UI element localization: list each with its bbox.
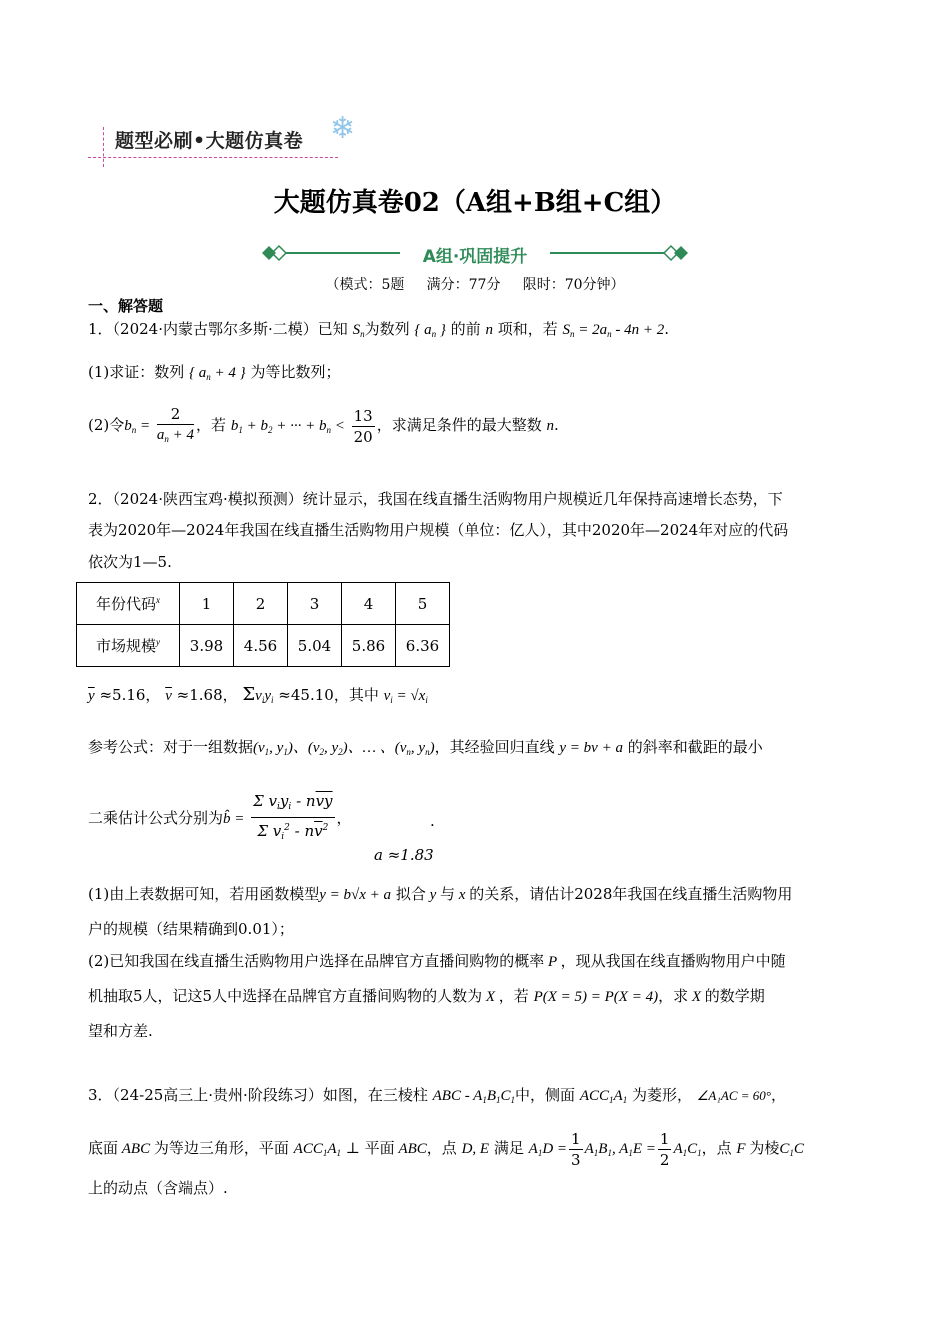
q3-text-l2e: 满足 (493, 1139, 524, 1157)
q3-text-l2d: ，点 (426, 1139, 457, 1157)
q1-part1 (88, 362, 340, 387)
q2-line1 (88, 489, 783, 509)
q1-sn: $S_n$ (352, 322, 365, 339)
q3-text-c: 为菱形， (631, 1086, 692, 1104)
q1-part1-text-a: (1)求证：数列 (88, 363, 185, 381)
q1-part2-text-b: ，若 (196, 416, 227, 434)
table-cell: 4.56 (234, 625, 288, 667)
q2-text-line1: 统计显示，我国在线直播生活购物用户规模近几年保持高速增长态势，下 (302, 490, 783, 508)
q2-part2-text-d: ，若 (498, 987, 529, 1005)
q2-part1-text-c: 与 (440, 885, 456, 903)
q2-part2-text-c: 机抽取5人，记这5人中选择在品牌官方直播间购物的人数为 (88, 987, 483, 1005)
q3-text-l2g: 为棱 (749, 1139, 780, 1157)
banner-deco-line-horizontal (88, 157, 338, 158)
section-heading: 一、解答题 (88, 297, 164, 315)
q2-data-table (76, 582, 450, 667)
q2-part2-text-f: 的数学期 (704, 987, 765, 1005)
q1-part2-text-c: ，求满足条件的最大整数 (376, 416, 542, 434)
q1-text-b: 为数列 (364, 320, 410, 338)
q1-stem: 1．（2024·内蒙古鄂尔多斯·二模）已知 $S_n$为数列 { $a_n$ } 的前 n 项和，若 $S_n = 2a_n - 4n + 2$. (88, 320, 670, 339)
q2-a-estimate: a ≈1.83 (374, 846, 434, 864)
snowflake-icon: ❄ (330, 111, 356, 146)
q1-sum: $b_1 + b_2$ + ··· + $b_n$ < (230, 418, 345, 435)
q2-part1: (1)由上表数据可知，若用函数模型y = b√x + a 拟合 y 与 x 的关系，请估计2028年我国在线直播生活购物用 (88, 885, 793, 903)
q3-text-b: 中，侧面 (515, 1086, 576, 1104)
q2-reference: 参考公式：对于一组数据($v_1$, $y_1$)、($v_2$, $y_2$)、… 、($v_n$, $y_n$)，其经验回归直线 y = bv + a 的斜率和截距的最小 (88, 738, 763, 757)
q3-line2: 底面 ABC 为等边三角形，平面 $ACC_1A_1$ ⊥ 平面 ABC，点 D, E 满足 $A_1D$ = $\frac{1}{3}$ $A_1B_1$, $A_1E$ = $\frac{1}{2}$ $A_1C_1$，点 F 为棱$C_1C$ (88, 1129, 804, 1169)
q2-part2-line3: 望和方差. (88, 1022, 153, 1040)
q2-part2: (2)已知我国在线直播生活购物用户选择在品牌官方直播间购物的概率 P ，现从我国在线直播购物用户中随 (88, 952, 786, 970)
q2-part2-text-b: ，现从我国在线直播购物用户中随 (560, 952, 786, 970)
exam-meta: （模式：5题 满分：77分 限时：70分钟） (325, 277, 625, 293)
q2-where: ，其中 (333, 686, 379, 704)
q2-source: （2024·陕西宝鸡·模拟预测） (112, 490, 303, 508)
q2-line3: 依次为1—5. (88, 553, 172, 571)
q3-text-a: 如图，在三棱柱 (322, 1086, 428, 1104)
q2-line2: 表为2020年—2024年我国在线直播生活购物用户规模（单位：亿人），其中2020年—2024年对应的代码 (88, 521, 789, 539)
q3-line1: 3．（24-25高三上·贵州·阶段练习）如图，在三棱柱 ABC - $A_1B_1C_1$中，侧面 $ACC_1A_1$ 为菱形， ∠A₁AC = 60°， (88, 1086, 786, 1105)
q3-one-third: $\frac{1}{3}$ (571, 1129, 581, 1169)
table-cell: 3 (288, 583, 342, 625)
q3-text-l2c: 平面 (364, 1139, 395, 1157)
table-header-cell: 年份代码$^x$ (77, 583, 180, 625)
q2-part1-text-d: 的关系，请估计2028年我国在线直播生活购物用 (469, 885, 793, 903)
q1-text-a: 已知 (317, 320, 348, 338)
q1-part2-text-a: (2)令 (88, 416, 125, 434)
q2-ref-text-c: 的斜率和截距的最小 (627, 738, 763, 756)
q3-one-half: $\frac{1}{2}$ (659, 1129, 670, 1169)
q3-source: （24-25高三上·贵州·阶段练习） (112, 1086, 323, 1104)
q1-13-20-fraction: $\frac{13}{20}$ (353, 406, 373, 446)
q1-end: . (664, 320, 670, 338)
q2-stats: $\overline{y} \approx 5.16$， $\overline{v} \approx 1.68$， $\Sigma v_iy_i \approx 45.10$，其中 $v_i = √x_i$ (88, 684, 428, 705)
q2-part2-text-a: (2)已知我国在线直播生活购物用户选择在品牌官方直播间购物的概率 (88, 952, 545, 970)
table-cell: 5.04 (288, 625, 342, 667)
q2-part1-line2: 户的规模（结果精确到0.01）； (88, 920, 294, 938)
q3-text-l2a: 底面 (88, 1139, 119, 1157)
q2-ref-text-a: 参考公式：对于一组数据 (88, 738, 254, 756)
q1-part1-text-b: 为等比数列； (250, 363, 341, 381)
q1-bn-fraction: $\frac{2}{a_n + 4}$ (156, 404, 195, 444)
table-cell: 3.98 (180, 625, 234, 667)
q1-text-c: 的前 (450, 320, 481, 338)
table-cell: 6.36 (396, 625, 450, 667)
q1-text-d: 项和，若 (497, 320, 558, 338)
q3-text-l2b: 为等边三角形，平面 (153, 1139, 289, 1157)
q1-number: 1． (88, 320, 113, 338)
table-header-cell: 市场规模$^y$ (77, 625, 180, 667)
section-badge (260, 242, 690, 267)
section-badge-label: A组·巩固提升 (422, 247, 528, 267)
q3-angle: ∠A₁AC = 60° (696, 1088, 771, 1103)
q2-vbar: ≈1.68 (176, 686, 223, 704)
q3-text-l2f: ，点 (701, 1139, 732, 1157)
q2-number: 2． (88, 490, 113, 508)
table-cell: 5.86 (342, 625, 396, 667)
q2-period: . (430, 812, 435, 830)
table-row (77, 625, 450, 667)
q2-ref-text-b: ，其经验回归直线 (434, 738, 555, 756)
q1-seq-an-plus-4: { $a_n + 4$ } (189, 365, 246, 382)
q2-b-hat-fraction: $\frac{\Sigma v_iy_i - n\overline{v}\overline{y}}{\Sigma v_i^2 - n\overline{v}^2}$ (253, 792, 333, 842)
banner-deco-line-vertical (103, 127, 104, 167)
table-cell: 2 (234, 583, 288, 625)
q2-sum: ≈45.10 (278, 686, 334, 704)
q3-number: 3． (88, 1086, 113, 1104)
table-cell: 1 (180, 583, 234, 625)
q2-ybar: ≈5.16 (99, 686, 146, 704)
table-cell: 4 (342, 583, 396, 625)
table-cell: 5 (396, 583, 450, 625)
q2-part2-text-e: ，求 (658, 987, 689, 1005)
q2-ols-formula: 二乘估计公式分别为b̂ = $\frac{\Sigma v_iy_i - n\overline{v}\overline{y}}{\Sigma v_i^2 - n\overline{v}^2}$ ， (88, 788, 352, 849)
q2-part1-text-a: (1)由上表数据可知，若用函数模型 (88, 885, 320, 903)
q1-source: （2024·内蒙古鄂尔多斯·二模） (112, 320, 318, 338)
q2-part2-line2: 机抽取5人，记这5人中选择在品牌官方直播间购物的人数为 X ，若 P(X = 5) = P(X = 4)，求 X 的数学期 (88, 987, 765, 1005)
q1-formula: $S_n = 2a_n - 4n + 2$ (562, 322, 665, 339)
q2-part1-text-b: 拟合 (395, 885, 426, 903)
q1-seq-an: { $a_n$ } (414, 322, 446, 339)
q2-ref-text-d: 二乘估计公式分别为 (88, 809, 224, 827)
q3-line3: 上的动点（含端点）. (88, 1179, 228, 1197)
q1-part2: (2)令$b_n$ = $\frac{2}{a_n + 4}$ ，若 $b_1 + b_2$ + ··· + $b_n$ < $\frac{13}{20}$ ，求满足条件的最大整数 n. (88, 402, 559, 453)
page-title: 大题仿真卷02（A组+B组+C组） (273, 188, 677, 218)
table-row (77, 583, 450, 625)
banner-title: 题型必刷•大题仿真卷 (115, 130, 304, 152)
